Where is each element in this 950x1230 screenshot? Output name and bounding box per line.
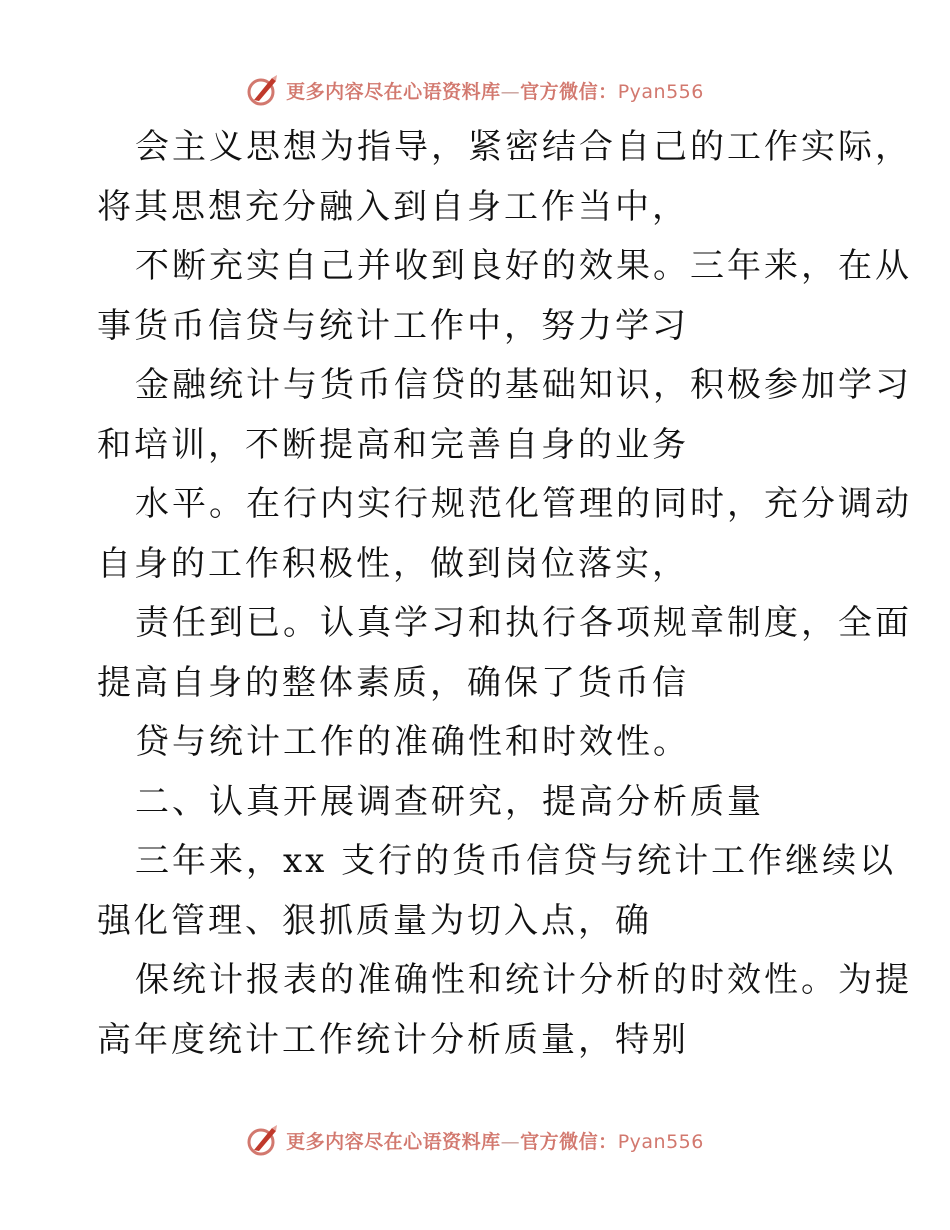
paragraph-line: 事货币信贷与统计工作中，努力学习 [97,305,689,346]
banner-wechat-id: Pyan556 [617,1130,704,1153]
paragraph-line: 强化管理、狠抓质量为切入点，确 [97,900,652,941]
paragraph-line: 金融统计与货币信贷的基础知识，积极参加学习 [135,365,912,405]
paragraph-line: 将其思想充分融入到自身工作当中， [97,186,689,227]
banner-wechat-id: Pyan556 [617,80,704,103]
section-heading: 二、认真开展调查研究，提高分析质量 [135,781,764,822]
banner-separator: — [500,80,521,103]
paragraph-line: 会主义思想为指导，紧密结合自己的工作实际， [135,127,912,167]
banner-site-name: 更多内容尽在心语资料库 [286,80,501,103]
quill-pen-logo-icon [246,73,280,107]
banner-wechat-label: 官方微信： [520,80,618,103]
paragraph-line: 不断充实自己并收到良好的效果。三年来，在从 [135,246,912,286]
banner-separator: — [500,1130,521,1153]
paragraph-line: 保统计报表的准确性和统计分析的时效性。为提 [135,960,912,1000]
banner-site-name: 更多内容尽在心语资料库 [286,1130,501,1153]
quill-pen-logo-icon [246,1123,280,1157]
paragraph-line: 自身的工作积极性，做到岗位落实， [97,543,689,584]
banner-wechat-label: 官方微信： [520,1130,618,1153]
paragraph-line: 水平。在行内实行规范化管理的同时，充分调动 [135,484,912,524]
paragraph-line: 贷与统计工作的准确性和时效性。 [135,722,690,762]
paragraph-line: 责任到已。认真学习和执行各项规章制度，全面 [135,603,912,643]
footer-watermark-banner [0,1120,950,1160]
header-watermark-banner [0,70,950,110]
paragraph-line: 高年度统计工作统计分析质量，特别 [97,1019,689,1060]
document-body [97,118,912,1070]
paragraph-line: 三年来，xx 支行的货币信贷与统计工作继续以 [135,841,897,881]
paragraph-line: 提高自身的整体素质，确保了货币信 [97,662,689,703]
paragraph-line: 和培训，不断提高和完善自身的业务 [97,424,689,465]
